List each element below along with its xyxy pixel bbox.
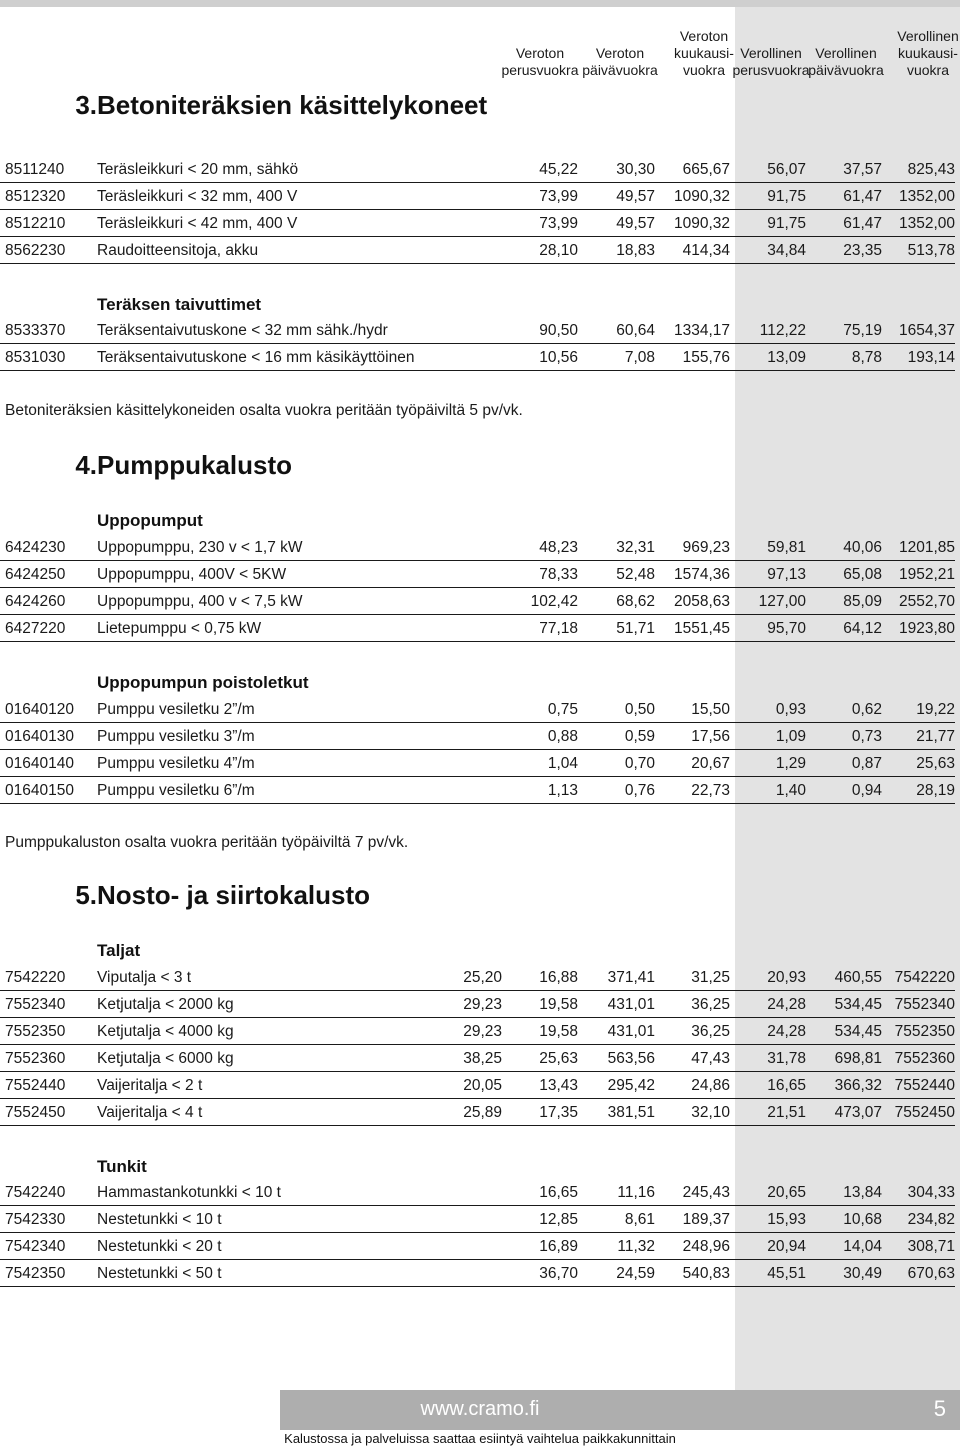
price-cell: 20,05: [463, 1077, 502, 1094]
price-cell: 10,56: [539, 349, 578, 366]
price-cell: 65,08: [843, 566, 882, 583]
price-cell: 24,59: [616, 1265, 655, 1282]
price-cell: 698,81: [834, 1050, 882, 1067]
price-cell: 1,13: [547, 782, 578, 799]
price-cell: 30,49: [843, 1265, 882, 1282]
col-header-verollinen-kuukausivuokra: Verollinen kuukausi- vuokra: [897, 28, 959, 78]
price-cell: 20,94: [767, 1238, 806, 1255]
price-cell: 8,78: [851, 349, 882, 366]
product-name: Viputalja < 3 t: [97, 969, 192, 986]
table-row: [0, 1208, 955, 1233]
website-url[interactable]: www.cramo.fi: [420, 1398, 540, 1420]
price-cell: 969,23: [682, 539, 730, 556]
footer-band: [280, 1390, 960, 1430]
price-cell: 59,81: [767, 539, 806, 556]
price-cell: 28,19: [916, 782, 955, 799]
price-cell: 29,23: [463, 996, 502, 1013]
table-row: [0, 563, 955, 588]
table-row: [0, 1074, 955, 1099]
price-cell: 1090,32: [673, 188, 730, 205]
price-cell: 414,34: [682, 242, 730, 259]
price-cell: 97,13: [767, 566, 806, 583]
price-cell: 245,43: [682, 1184, 730, 1201]
price-cell: 16,89: [539, 1238, 578, 1255]
price-cell: 22,73: [691, 782, 730, 799]
product-code: 7542240: [5, 1184, 66, 1201]
price-cell: 112,22: [759, 322, 806, 339]
price-cell: 127,00: [758, 593, 806, 610]
section-title: Nosto- ja siirtokalusto: [97, 880, 371, 910]
price-cell: 75,19: [843, 322, 882, 339]
price-cell: 473,07: [834, 1104, 882, 1121]
product-name: Pumppu vesiletku 2”/m: [97, 701, 255, 718]
table-row: [0, 239, 955, 264]
price-cell: 15,93: [767, 1211, 806, 1228]
price-cell: 1334,17: [673, 322, 730, 339]
subheading: Teräksen taivuttimet: [97, 295, 262, 314]
price-cell: 304,33: [907, 1184, 955, 1201]
product-name: Ketjutalja < 4000 kg: [97, 1023, 234, 1040]
price-cell: 431,01: [607, 1023, 655, 1040]
product-code: 6427220: [5, 620, 66, 637]
price-cell: 1551,45: [673, 620, 730, 637]
price-cell: 38,25: [463, 1050, 502, 1067]
price-cell: 0,88: [547, 728, 578, 745]
product-name: Nestetunkki < 10 t: [97, 1211, 222, 1228]
price-cell: 1574,36: [673, 566, 730, 583]
product-code: 7552440: [5, 1077, 66, 1094]
price-cell: 7552340: [894, 996, 955, 1013]
product-code: 8562230: [5, 242, 66, 259]
price-cell: 1352,00: [898, 188, 955, 205]
product-code: 7542330: [5, 1211, 66, 1228]
price-cell: 7552350: [894, 1023, 955, 1040]
product-name: Vaijeritalja < 2 t: [97, 1077, 203, 1094]
price-cell: 85,09: [843, 593, 882, 610]
product-name: Nestetunkki < 50 t: [97, 1265, 222, 1282]
product-code: 7542340: [5, 1238, 66, 1255]
price-cell: 45,51: [767, 1265, 806, 1282]
price-cell: 460,55: [834, 969, 882, 986]
price-cell: 8,61: [624, 1211, 655, 1228]
product-code: 01640130: [5, 728, 74, 745]
price-cell: 0,70: [624, 755, 655, 772]
price-cell: 1952,21: [898, 566, 955, 583]
price-cell: 20,93: [767, 969, 806, 986]
price-cell: 7542220: [894, 969, 955, 986]
table-row: [0, 966, 955, 991]
product-name: Lietepumppu < 0,75 kW: [97, 620, 262, 637]
table-row: [0, 752, 955, 777]
price-cell: 91,75: [767, 215, 806, 232]
price-cell: 2058,63: [673, 593, 730, 610]
table-row: [0, 1262, 955, 1287]
table-row: [0, 1235, 955, 1260]
price-cell: 49,57: [616, 188, 655, 205]
price-cell: 0,87: [851, 755, 882, 772]
product-name: Uppopumppu, 400 v < 7,5 kW: [97, 593, 303, 610]
price-cell: 295,42: [607, 1077, 655, 1094]
price-cell: 13,09: [767, 349, 806, 366]
price-cell: 68,62: [616, 593, 655, 610]
price-cell: 7552360: [894, 1050, 955, 1067]
table-row: [0, 1101, 955, 1126]
table-row: [0, 590, 955, 615]
price-cell: 7552440: [894, 1077, 955, 1094]
price-cell: 25,63: [916, 755, 955, 772]
table-row: [0, 346, 955, 371]
price-cell: 73,99: [539, 188, 578, 205]
price-cell: 90,50: [539, 322, 578, 339]
price-cell: 23,35: [843, 242, 882, 259]
table-row: [0, 617, 955, 642]
price-cell: 0,62: [851, 701, 882, 718]
product-name: Uppopumppu, 230 v < 1,7 kW: [97, 539, 303, 556]
product-code: 8511240: [5, 161, 65, 178]
price-cell: 13,84: [843, 1184, 882, 1201]
price-cell: 155,76: [682, 349, 730, 366]
price-cell: 1090,32: [673, 215, 730, 232]
price-cell: 32,10: [691, 1104, 730, 1121]
product-code: 8512320: [5, 188, 66, 205]
price-cell: 1,09: [775, 728, 806, 745]
price-cell: 34,84: [767, 242, 806, 259]
product-code: 01640150: [5, 782, 74, 799]
price-cell: 563,56: [607, 1050, 655, 1067]
col-header-verollinen-paivavuokra: Verollinen päivävuokra: [808, 45, 884, 78]
price-cell: 29,23: [463, 1023, 502, 1040]
price-cell: 825,43: [907, 161, 955, 178]
price-cell: 31,78: [767, 1050, 806, 1067]
table-row: [0, 1047, 955, 1072]
price-cell: 540,83: [682, 1265, 730, 1282]
product-name: Ketjutalja < 2000 kg: [97, 996, 234, 1013]
page-number: 5: [933, 1396, 946, 1421]
price-cell: 13,43: [539, 1077, 578, 1094]
price-cell: 24,86: [691, 1077, 730, 1094]
price-cell: 670,63: [907, 1265, 955, 1282]
price-cell: 381,51: [607, 1104, 655, 1121]
price-cell: 513,78: [907, 242, 955, 259]
product-name: Teräsleikkuri < 20 mm, sähkö: [97, 161, 299, 178]
price-cell: 47,43: [691, 1050, 730, 1067]
col-header-veroton-kuukausivuokra: Veroton kuukausi- vuokra: [674, 28, 734, 78]
price-cell: 40,06: [843, 539, 882, 556]
price-cell: 21,51: [767, 1104, 806, 1121]
product-name: Uppopumppu, 400V < 5KW: [97, 566, 287, 583]
section-heading: [5, 90, 487, 121]
price-cell: 25,20: [463, 969, 502, 986]
price-cell: 19,58: [539, 1023, 578, 1040]
price-cell: 0,94: [851, 782, 882, 799]
price-cell: 534,45: [834, 996, 882, 1013]
price-cell: 2552,70: [898, 593, 955, 610]
rental-note: Betoniteräksien käsittelykoneiden osalta vuokra peritään työpäiviltä 5 pv/vk.: [5, 402, 523, 419]
price-cell: 78,33: [539, 566, 578, 583]
price-cell: 0,59: [624, 728, 655, 745]
top-bar: [0, 0, 960, 7]
product-name: Ketjutalja < 6000 kg: [97, 1050, 234, 1067]
price-cell: 371,41: [607, 969, 655, 986]
subheading: Tunkit: [97, 1157, 147, 1176]
table-row: [0, 185, 955, 210]
price-cell: 1,04: [547, 755, 578, 772]
product-code: 8531030: [5, 349, 66, 366]
price-cell: 366,32: [834, 1077, 882, 1094]
price-cell: 61,47: [843, 188, 882, 205]
product-code: 8512210: [5, 215, 66, 232]
product-code: 6424260: [5, 593, 66, 610]
col-header-veroton-perusvuokra: Veroton perusvuokra: [501, 45, 579, 78]
section-heading: [5, 880, 370, 911]
price-cell: 56,07: [767, 161, 806, 178]
page-footer: [0, 1390, 960, 1447]
price-cell: 16,65: [539, 1184, 578, 1201]
table-row: [0, 212, 955, 237]
price-cell: 60,64: [616, 322, 655, 339]
price-cell: 28,10: [539, 242, 578, 259]
table-row: [0, 725, 955, 750]
price-cell: 20,65: [767, 1184, 806, 1201]
price-cell: 14,04: [843, 1238, 882, 1255]
subheading: Uppopumput: [97, 511, 203, 530]
price-cell: 18,83: [616, 242, 655, 259]
price-cell: 31,25: [691, 969, 730, 986]
product-name: Pumppu vesiletku 6”/m: [97, 782, 255, 799]
price-cell: 52,48: [616, 566, 655, 583]
table-row: [0, 536, 955, 561]
product-code: 7542220: [5, 969, 66, 986]
price-cell: 534,45: [834, 1023, 882, 1040]
price-cell: 24,28: [767, 996, 806, 1013]
product-name: Nestetunkki < 20 t: [97, 1238, 222, 1255]
price-cell: 49,57: [616, 215, 655, 232]
price-cell: 7,08: [624, 349, 655, 366]
price-cell: 665,67: [682, 161, 730, 178]
price-cell: 308,71: [907, 1238, 955, 1255]
product-name: Pumppu vesiletku 4”/m: [97, 755, 255, 772]
price-cell: 1654,37: [898, 322, 955, 339]
product-code: 8533370: [5, 322, 66, 339]
product-name: Teräsleikkuri < 32 mm, 400 V: [97, 188, 298, 205]
table-row: [0, 319, 955, 344]
price-cell: 64,12: [843, 620, 882, 637]
price-cell: 91,75: [767, 188, 806, 205]
product-code: 6424250: [5, 566, 66, 583]
price-cell: 0,75: [547, 701, 578, 718]
price-cell: 20,67: [691, 755, 730, 772]
col-header-verollinen-perusvuokra: Verollinen perusvuokra: [732, 45, 810, 78]
price-cell: 45,22: [539, 161, 578, 178]
price-cell: 25,63: [539, 1050, 578, 1067]
table-row: [0, 698, 955, 723]
price-cell: 11,32: [617, 1238, 655, 1255]
product-name: Raudoitteensitoja, akku: [97, 242, 259, 259]
price-cell: 36,25: [691, 1023, 730, 1040]
section-heading: [5, 450, 292, 481]
section-number: 3.: [75, 90, 97, 120]
price-cell: 234,82: [907, 1211, 955, 1228]
col-header-veroton-paivavuokra: Veroton päivävuokra: [582, 45, 658, 78]
subheading: Uppopumpun poistoletkut: [97, 673, 309, 692]
product-name: Hammastankotunkki < 10 t: [97, 1184, 281, 1201]
price-cell: 73,99: [539, 215, 578, 232]
product-code: 7552350: [5, 1023, 66, 1040]
table-row: [0, 1181, 955, 1206]
product-code: 01640120: [5, 701, 74, 718]
price-cell: 19,22: [916, 701, 955, 718]
price-cell: 1201,85: [898, 539, 955, 556]
price-cell: 1,29: [775, 755, 806, 772]
price-cell: 15,50: [691, 701, 730, 718]
price-cell: 37,57: [843, 161, 882, 178]
product-code: 7542350: [5, 1265, 66, 1282]
table-row: [0, 779, 955, 804]
table-row: [0, 158, 955, 183]
price-cell: 0,73: [851, 728, 882, 745]
product-code: 7552450: [5, 1104, 66, 1121]
product-code: 6424230: [5, 539, 66, 556]
price-cell: 7552450: [894, 1104, 955, 1121]
product-code: 7552340: [5, 996, 66, 1013]
price-cell: 1352,00: [898, 215, 955, 232]
price-cell: 16,65: [767, 1077, 806, 1094]
price-cell: 21,77: [916, 728, 955, 745]
product-name: Teräksentaivutuskone < 32 mm sähk./hydr: [97, 322, 388, 339]
price-cell: 95,70: [767, 620, 806, 637]
price-cell: 10,68: [843, 1211, 882, 1228]
table-row: [0, 993, 955, 1018]
product-name: Vaijeritalja < 4 t: [97, 1104, 203, 1121]
rental-note: Pumppukaluston osalta vuokra peritään työpäiviltä 7 pv/vk.: [5, 834, 409, 851]
product-name: Teräsleikkuri < 42 mm, 400 V: [97, 215, 298, 232]
section-number: 5.: [75, 880, 97, 910]
price-cell: 1923,80: [898, 620, 955, 637]
price-cell: 17,35: [539, 1104, 578, 1121]
price-cell: 248,96: [682, 1238, 730, 1255]
price-cell: 61,47: [843, 215, 882, 232]
price-cell: 431,01: [607, 996, 655, 1013]
price-cell: 189,37: [682, 1211, 730, 1228]
section-title: Pumppukalusto: [97, 450, 293, 480]
price-cell: 30,30: [616, 161, 655, 178]
product-name: Pumppu vesiletku 3”/m: [97, 728, 255, 745]
price-cell: 16,88: [539, 969, 578, 986]
price-cell: 51,71: [616, 620, 655, 637]
table-row: [0, 1020, 955, 1045]
product-name: Teräksentaivutuskone < 16 mm käsikäyttöinen: [97, 349, 415, 366]
price-cell: 17,56: [691, 728, 730, 745]
price-cell: 36,25: [691, 996, 730, 1013]
price-cell: 102,42: [530, 593, 578, 610]
price-cell: 48,23: [539, 539, 578, 556]
section-number: 4.: [75, 450, 97, 480]
product-code: 01640140: [5, 755, 74, 772]
price-cell: 0,50: [624, 701, 655, 718]
price-cell: 0,76: [624, 782, 655, 799]
price-cell: 193,14: [907, 349, 955, 366]
section-title: Betoniteräksien käsittelykoneet: [97, 90, 488, 120]
price-cell: 36,70: [539, 1265, 578, 1282]
footer-disclaimer: Kalustossa ja palveluissa saattaa esiintyä vaihtelua paikkakunnittain: [284, 1431, 676, 1446]
price-cell: 24,28: [767, 1023, 806, 1040]
price-cell: 1,40: [775, 782, 806, 799]
price-cell: 19,58: [539, 996, 578, 1013]
price-cell: 0,93: [775, 701, 806, 718]
price-cell: 32,31: [616, 539, 655, 556]
price-cell: 77,18: [539, 620, 578, 637]
product-code: 7552360: [5, 1050, 66, 1067]
price-cell: 11,16: [617, 1184, 655, 1201]
price-cell: 25,89: [463, 1104, 502, 1121]
subheading: Taljat: [97, 941, 141, 960]
price-cell: 12,85: [539, 1211, 578, 1228]
